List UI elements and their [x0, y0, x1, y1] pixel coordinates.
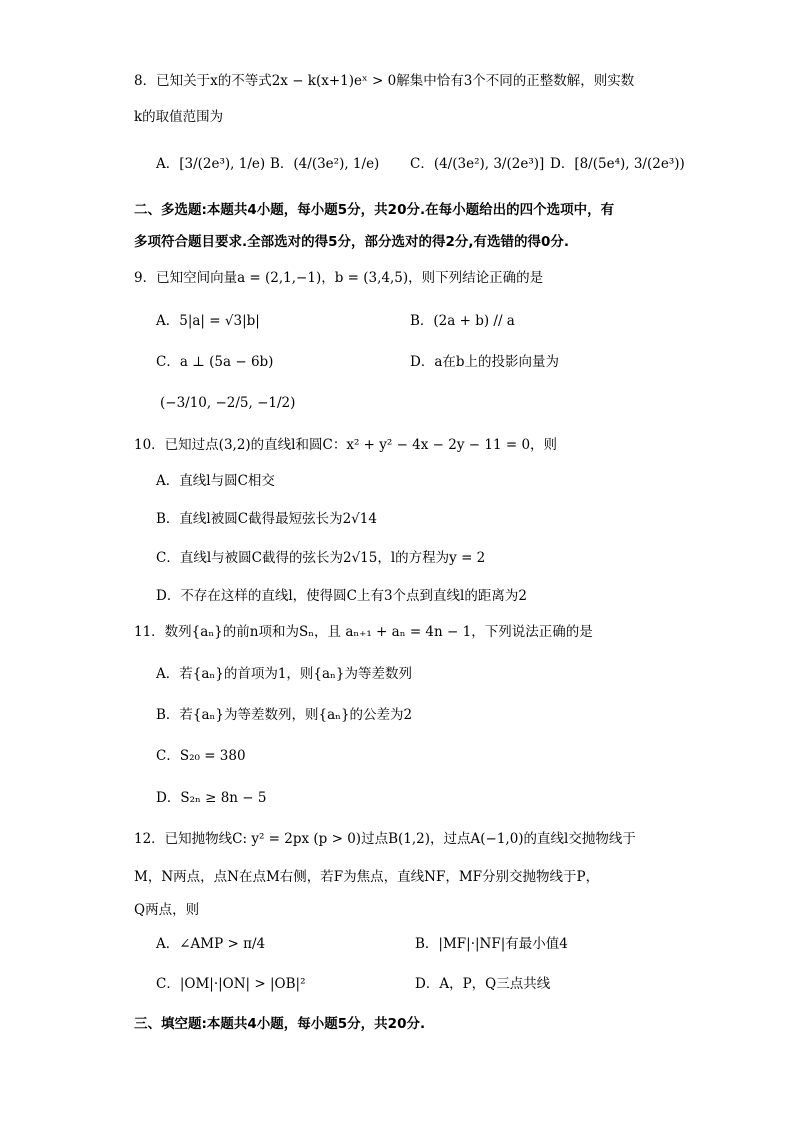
- q10-option-d: D．不存在这样的直线l，使得圆C上有3个点到直线l的距离为2: [156, 588, 527, 604]
- q11-option-d: D．S₂ₙ ≥ 8n − 5: [156, 790, 267, 806]
- q8-option-c: C．(4/(3e²), 3/(2e³)]: [410, 156, 545, 172]
- q8-option-d: D．[8/(5e⁴), 3/(2e³)): [550, 156, 685, 172]
- q8-stem-line2: k的取值范围为: [134, 109, 224, 125]
- q11-option-a: A．若{aₙ}的首项为1，则{aₙ}为等差数列: [156, 666, 412, 682]
- q12-option-b: B．|MF|·|NF|有最小值4: [415, 936, 568, 952]
- q11-stem: 11．数列{aₙ}的前n项和为Sₙ，且 aₙ₊₁ + aₙ = 4n − 1，下列说法正确的是: [134, 624, 593, 640]
- q8-stem-line1: 8．已知关于x的不等式2x − k(x+1)eˣ > 0解集中恰有3个不同的正整数解，则实数: [134, 73, 635, 89]
- q12-option-c: C．|OM|·|ON| > |OB|²: [156, 976, 306, 992]
- q8-option-b: B．(4/(3e²), 1/e): [270, 156, 380, 172]
- q9-option-d: D．a在b上的投影向量为: [410, 354, 560, 370]
- q10-option-c: C．直线l与被圆C截得的弦长为2√15，l的方程为y = 2: [156, 550, 486, 566]
- q10-option-a: A．直线l与圆C相交: [156, 473, 275, 489]
- q8-option-a: A．[3/(2e³), 1/e): [156, 156, 266, 172]
- q10-option-b: B．直线l被圆C截得最短弦长为2√14: [156, 511, 377, 527]
- q9-option-a: A．5|a| = √3|b|: [156, 313, 260, 329]
- q12-option-d: D．A，P，Q三点共线: [415, 976, 551, 992]
- q9-option-b: B．(2a + b) // a: [410, 313, 515, 329]
- q11-option-c: C．S₂₀ = 380: [156, 748, 246, 764]
- q9-stem: 9．已知空间向量a = (2,1,−1)，b = (3,4,5)，则下列结论正确的是: [134, 270, 544, 286]
- q12-option-a: A．∠AMP > π/4: [156, 936, 266, 952]
- q11-option-b: B．若{aₙ}为等差数列，则{aₙ}的公差为2: [156, 707, 413, 723]
- section3-header: 三、填空题:本题共4小题，每小题5分，共20分.: [134, 1016, 426, 1032]
- q9-option-d-continuation: (−3/10, −2/5, −1/2): [160, 395, 296, 411]
- q9-option-c: C．a ⊥ (5a − 6b): [156, 354, 274, 370]
- section2-header-line2: 多项符合题目要求.全部选对的得5分，部分选对的得2分,有选错的得0分.: [134, 234, 570, 250]
- q12-stem-line3: Q两点，则: [134, 902, 200, 918]
- q10-stem: 10．已知过点(3,2)的直线l和圆C：x² + y² − 4x − 2y − 11 = 0，则: [134, 437, 558, 453]
- section2-header-line1: 二、多选题:本题共4小题，每小题5分，共20分.在每小题给出的四个选项中，有: [134, 202, 615, 218]
- q12-stem-line1: 12．已知抛物线C: y² = 2px (p > 0)过点B(1,2)，过点A(−1,0)的直线l交抛物线于: [134, 831, 636, 847]
- q12-stem-line2: M，N两点，点N在点M右侧，若F为焦点，直线NF，MF分别交抛物线于P，: [134, 869, 600, 885]
